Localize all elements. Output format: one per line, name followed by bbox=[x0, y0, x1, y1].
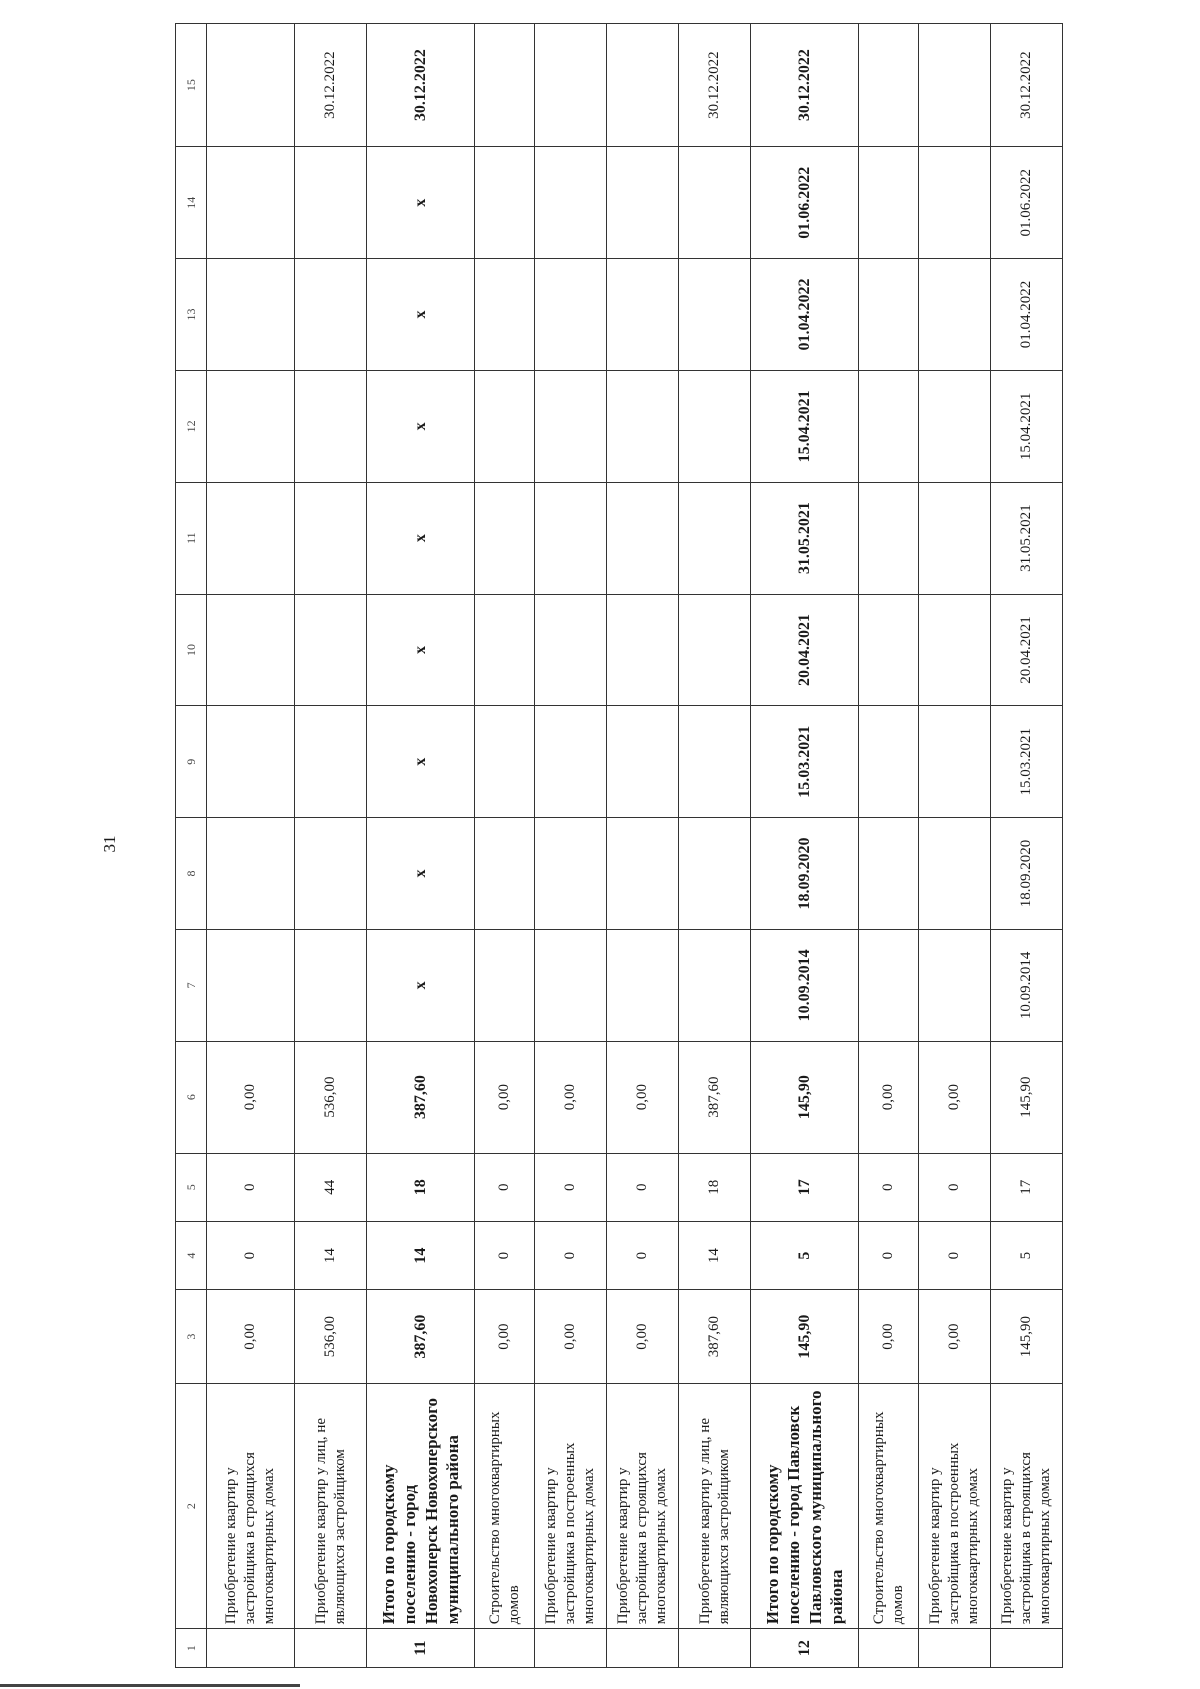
value-cell-c7 bbox=[475, 929, 535, 1041]
value-cell-c11: x bbox=[367, 482, 475, 594]
table-row bbox=[535, 24, 607, 1668]
row-name-cell: Приобретение квартир у застройщика в строящихся многоквартирных домах bbox=[607, 1383, 679, 1628]
value-cell-c11: 31.05.2021 bbox=[751, 482, 859, 594]
value-cell-c3: 0,00 bbox=[607, 1290, 679, 1384]
value-cell-c6: 0,00 bbox=[859, 1041, 919, 1153]
table-row bbox=[991, 24, 1063, 1668]
value-cell-c13 bbox=[679, 259, 751, 371]
value-cell-c13 bbox=[859, 259, 919, 371]
value-cell-c3: 145,90 bbox=[991, 1290, 1063, 1384]
value-cell-c13: 01.04.2022 bbox=[751, 259, 859, 371]
value-cell-c15 bbox=[535, 24, 607, 147]
value-cell-c9 bbox=[295, 706, 367, 818]
row-name-cell: Приобретение квартир у застройщика в строящихся многоквартирных домах bbox=[991, 1383, 1063, 1628]
row-number-cell bbox=[607, 1629, 679, 1668]
value-cell-c4: 0 bbox=[919, 1221, 991, 1289]
row-name-cell: Строительство многоквартирных домов bbox=[859, 1383, 919, 1628]
row-number-cell bbox=[535, 1629, 607, 1668]
value-cell-c4: 14 bbox=[367, 1221, 475, 1289]
value-cell-c11: 31.05.2021 bbox=[991, 482, 1063, 594]
value-cell-c15 bbox=[607, 24, 679, 147]
value-cell-c7 bbox=[535, 929, 607, 1041]
value-cell-c12 bbox=[859, 370, 919, 482]
value-cell-c3: 0,00 bbox=[535, 1290, 607, 1384]
value-cell-c14: 01.06.2022 bbox=[991, 147, 1063, 259]
value-cell-c15: 30.12.2022 bbox=[991, 24, 1063, 147]
value-cell-c5: 0 bbox=[475, 1153, 535, 1221]
value-cell-c12 bbox=[295, 370, 367, 482]
value-cell-c5: 0 bbox=[207, 1153, 295, 1221]
value-cell-c15: 30.12.2022 bbox=[367, 24, 475, 147]
value-cell-c6: 536,00 bbox=[295, 1041, 367, 1153]
value-cell-c12 bbox=[679, 370, 751, 482]
value-cell-c10 bbox=[859, 594, 919, 706]
value-cell-c12 bbox=[207, 370, 295, 482]
value-cell-c9 bbox=[607, 706, 679, 818]
value-cell-c6: 145,90 bbox=[751, 1041, 859, 1153]
value-cell-c7 bbox=[919, 929, 991, 1041]
value-cell-c7: x bbox=[367, 929, 475, 1041]
program-table bbox=[175, 23, 1063, 1668]
value-cell-c4: 14 bbox=[295, 1221, 367, 1289]
row-number-cell: 12 bbox=[751, 1629, 859, 1668]
total-row bbox=[367, 24, 475, 1668]
value-cell-c9 bbox=[679, 706, 751, 818]
value-cell-c8: 18.09.2020 bbox=[751, 818, 859, 930]
row-number-cell bbox=[859, 1629, 919, 1668]
value-cell-c5: 18 bbox=[367, 1153, 475, 1221]
table-row bbox=[607, 24, 679, 1668]
table-row bbox=[919, 24, 991, 1668]
value-cell-c7 bbox=[295, 929, 367, 1041]
value-cell-c5: 17 bbox=[991, 1153, 1063, 1221]
value-cell-c10 bbox=[295, 594, 367, 706]
value-cell-c5: 0 bbox=[919, 1153, 991, 1221]
table-row bbox=[207, 24, 295, 1668]
value-cell-c4: 0 bbox=[207, 1221, 295, 1289]
value-cell-c14 bbox=[207, 147, 295, 259]
value-cell-c14 bbox=[295, 147, 367, 259]
column-number-cell: 2 bbox=[176, 1383, 207, 1628]
column-number-cell: 14 bbox=[176, 147, 207, 259]
column-number-cell: 9 bbox=[176, 706, 207, 818]
value-cell-c8 bbox=[919, 818, 991, 930]
value-cell-c12: 15.04.2021 bbox=[751, 370, 859, 482]
value-cell-c11 bbox=[859, 482, 919, 594]
table-row bbox=[679, 24, 751, 1668]
value-cell-c10: 20.04.2021 bbox=[991, 594, 1063, 706]
value-cell-c8 bbox=[207, 818, 295, 930]
value-cell-c8 bbox=[607, 818, 679, 930]
table-row bbox=[295, 24, 367, 1668]
value-cell-c5: 0 bbox=[607, 1153, 679, 1221]
value-cell-c5: 44 bbox=[295, 1153, 367, 1221]
value-cell-c10 bbox=[535, 594, 607, 706]
value-cell-c5: 17 bbox=[751, 1153, 859, 1221]
value-cell-c4: 0 bbox=[859, 1221, 919, 1289]
column-number-cell: 7 bbox=[176, 929, 207, 1041]
value-cell-c11 bbox=[535, 482, 607, 594]
value-cell-c13 bbox=[295, 259, 367, 371]
value-cell-c13 bbox=[919, 259, 991, 371]
value-cell-c13 bbox=[207, 259, 295, 371]
row-name-cell: Приобретение квартир у лиц, не являющихся застройщиком bbox=[295, 1383, 367, 1628]
value-cell-c5: 0 bbox=[859, 1153, 919, 1221]
value-cell-c4: 0 bbox=[535, 1221, 607, 1289]
value-cell-c14: 01.06.2022 bbox=[751, 147, 859, 259]
value-cell-c9 bbox=[535, 706, 607, 818]
value-cell-c6: 0,00 bbox=[607, 1041, 679, 1153]
value-cell-c11 bbox=[919, 482, 991, 594]
value-cell-c3: 0,00 bbox=[207, 1290, 295, 1384]
value-cell-c5: 18 bbox=[679, 1153, 751, 1221]
value-cell-c4: 5 bbox=[991, 1221, 1063, 1289]
column-number-cell: 11 bbox=[176, 482, 207, 594]
value-cell-c12: 15.04.2021 bbox=[991, 370, 1063, 482]
value-cell-c8 bbox=[475, 818, 535, 930]
row-name-cell: Приобретение квартир у застройщика в построенных многоквартирных домах bbox=[919, 1383, 991, 1628]
value-cell-c10 bbox=[207, 594, 295, 706]
column-number-cell: 6 bbox=[176, 1041, 207, 1153]
value-cell-c15 bbox=[919, 24, 991, 147]
column-number-cell: 4 bbox=[176, 1221, 207, 1289]
value-cell-c3: 387,60 bbox=[367, 1290, 475, 1384]
value-cell-c8 bbox=[535, 818, 607, 930]
row-name-cell: Итого по городскому поселению - город Павловск Павловского муниципального района bbox=[751, 1383, 859, 1628]
row-number-cell bbox=[295, 1629, 367, 1668]
value-cell-c12 bbox=[475, 370, 535, 482]
value-cell-c13 bbox=[475, 259, 535, 371]
value-cell-c9: x bbox=[367, 706, 475, 818]
value-cell-c6: 145,90 bbox=[991, 1041, 1063, 1153]
value-cell-c13 bbox=[607, 259, 679, 371]
value-cell-c15: 30.12.2022 bbox=[295, 24, 367, 147]
column-number-cell: 15 bbox=[176, 24, 207, 147]
value-cell-c12 bbox=[607, 370, 679, 482]
value-cell-c9: 15.03.2021 bbox=[991, 706, 1063, 818]
value-cell-c6: 0,00 bbox=[919, 1041, 991, 1153]
row-number-cell bbox=[475, 1629, 535, 1668]
value-cell-c7 bbox=[859, 929, 919, 1041]
value-cell-c15 bbox=[859, 24, 919, 147]
value-cell-c7 bbox=[679, 929, 751, 1041]
value-cell-c13: 01.04.2022 bbox=[991, 259, 1063, 371]
row-number-cell: 11 bbox=[367, 1629, 475, 1668]
column-number-cell: 1 bbox=[176, 1629, 207, 1668]
row-name-cell: Приобретение квартир у лиц, не являющихся застройщиком bbox=[679, 1383, 751, 1628]
value-cell-c10: x bbox=[367, 594, 475, 706]
value-cell-c11 bbox=[295, 482, 367, 594]
value-cell-c11 bbox=[475, 482, 535, 594]
table-row bbox=[475, 24, 535, 1668]
value-cell-c14 bbox=[607, 147, 679, 259]
value-cell-c15: 30.12.2022 bbox=[679, 24, 751, 147]
column-number-cell: 12 bbox=[176, 370, 207, 482]
row-name-cell: Итого по городскому поселению - город Новохоперск Новохоперского муниципального района bbox=[367, 1383, 475, 1628]
value-cell-c10 bbox=[607, 594, 679, 706]
row-number-cell bbox=[207, 1629, 295, 1668]
value-cell-c8 bbox=[859, 818, 919, 930]
column-number-cell: 3 bbox=[176, 1290, 207, 1384]
value-cell-c14 bbox=[535, 147, 607, 259]
value-cell-c7: 10.09.2014 bbox=[751, 929, 859, 1041]
table-body bbox=[176, 24, 1063, 1668]
value-cell-c6: 0,00 bbox=[207, 1041, 295, 1153]
value-cell-c7 bbox=[207, 929, 295, 1041]
value-cell-c14 bbox=[679, 147, 751, 259]
value-cell-c8 bbox=[295, 818, 367, 930]
value-cell-c8: 18.09.2020 bbox=[991, 818, 1063, 930]
value-cell-c10 bbox=[679, 594, 751, 706]
value-cell-c4: 5 bbox=[751, 1221, 859, 1289]
value-cell-c3: 0,00 bbox=[475, 1290, 535, 1384]
rotated-table-container bbox=[175, 23, 1135, 1668]
scan-edge-rule bbox=[0, 1684, 300, 1687]
table-row bbox=[859, 24, 919, 1668]
total-row bbox=[751, 24, 859, 1668]
value-cell-c9 bbox=[207, 706, 295, 818]
value-cell-c7 bbox=[607, 929, 679, 1041]
row-name-cell: Приобретение квартир у застройщика в строящихся многоквартирных домах bbox=[207, 1383, 295, 1628]
page-number: 31 bbox=[100, 835, 119, 853]
row-number-cell bbox=[991, 1629, 1063, 1668]
value-cell-c9: 15.03.2021 bbox=[751, 706, 859, 818]
value-cell-c12 bbox=[535, 370, 607, 482]
column-number-row bbox=[176, 24, 207, 1668]
value-cell-c14 bbox=[475, 147, 535, 259]
value-cell-c14 bbox=[859, 147, 919, 259]
value-cell-c15: 30.12.2022 bbox=[751, 24, 859, 147]
value-cell-c7: 10.09.2014 bbox=[991, 929, 1063, 1041]
value-cell-c6: 0,00 bbox=[535, 1041, 607, 1153]
value-cell-c4: 0 bbox=[475, 1221, 535, 1289]
row-number-cell bbox=[919, 1629, 991, 1668]
value-cell-c4: 14 bbox=[679, 1221, 751, 1289]
value-cell-c9 bbox=[919, 706, 991, 818]
column-number-cell: 13 bbox=[176, 259, 207, 371]
value-cell-c13: x bbox=[367, 259, 475, 371]
value-cell-c3: 387,60 bbox=[679, 1290, 751, 1384]
value-cell-c3: 536,00 bbox=[295, 1290, 367, 1384]
value-cell-c8 bbox=[679, 818, 751, 930]
value-cell-c8: x bbox=[367, 818, 475, 930]
value-cell-c11 bbox=[207, 482, 295, 594]
value-cell-c6: 387,60 bbox=[679, 1041, 751, 1153]
value-cell-c3: 0,00 bbox=[859, 1290, 919, 1384]
value-cell-c11 bbox=[607, 482, 679, 594]
column-number-cell: 10 bbox=[176, 594, 207, 706]
value-cell-c10 bbox=[919, 594, 991, 706]
value-cell-c6: 0,00 bbox=[475, 1041, 535, 1153]
value-cell-c6: 387,60 bbox=[367, 1041, 475, 1153]
value-cell-c9 bbox=[475, 706, 535, 818]
value-cell-c4: 0 bbox=[607, 1221, 679, 1289]
value-cell-c3: 145,90 bbox=[751, 1290, 859, 1384]
value-cell-c12 bbox=[919, 370, 991, 482]
column-number-cell: 5 bbox=[176, 1153, 207, 1221]
value-cell-c9 bbox=[859, 706, 919, 818]
row-name-cell: Приобретение квартир у застройщика в построенных многоквартирных домах bbox=[535, 1383, 607, 1628]
value-cell-c14: x bbox=[367, 147, 475, 259]
value-cell-c5: 0 bbox=[535, 1153, 607, 1221]
value-cell-c3: 0,00 bbox=[919, 1290, 991, 1384]
value-cell-c12: x bbox=[367, 370, 475, 482]
column-number-cell: 8 bbox=[176, 818, 207, 930]
value-cell-c15 bbox=[207, 24, 295, 147]
value-cell-c13 bbox=[535, 259, 607, 371]
value-cell-c10 bbox=[475, 594, 535, 706]
row-name-cell: Строительство многоквартирных домов bbox=[475, 1383, 535, 1628]
row-number-cell bbox=[679, 1629, 751, 1668]
value-cell-c14 bbox=[919, 147, 991, 259]
value-cell-c10: 20.04.2021 bbox=[751, 594, 859, 706]
value-cell-c15 bbox=[475, 24, 535, 147]
value-cell-c11 bbox=[679, 482, 751, 594]
